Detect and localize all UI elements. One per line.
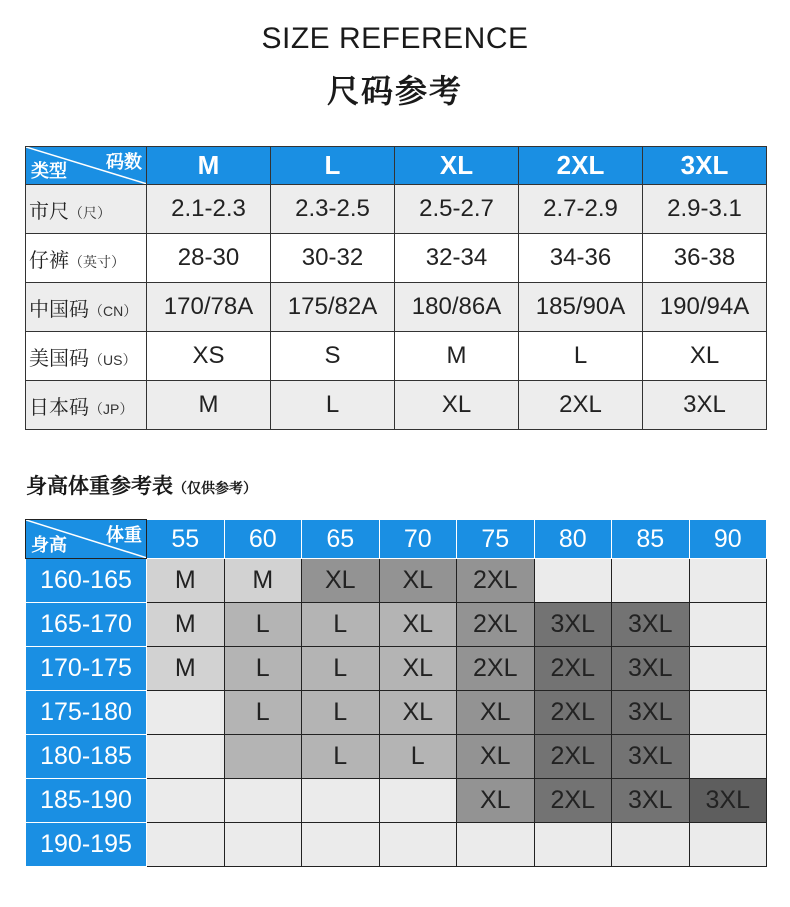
- size-recommendation-cell: 2XL: [457, 647, 535, 691]
- size-cell: 32-34: [395, 234, 519, 283]
- corner-label-size: 码数: [106, 152, 142, 172]
- hw-table-corner: [26, 520, 147, 559]
- weight-header: 70: [379, 520, 457, 559]
- size-recommendation-cell: 2XL: [457, 559, 535, 603]
- height-row: [26, 691, 767, 735]
- height-label: 160-165: [26, 559, 147, 603]
- size-row-label: 中国码（CN）: [26, 283, 147, 332]
- size-cell: 36-38: [643, 234, 767, 283]
- size-cell: S: [271, 332, 395, 381]
- height-label: 175-180: [26, 691, 147, 735]
- size-column-header: 3XL: [643, 147, 767, 185]
- size-recommendation-cell: 2XL: [534, 647, 612, 691]
- weight-header: 85: [612, 520, 690, 559]
- size-recommendation-cell: [689, 603, 767, 647]
- size-row-label: 市尺（尺）: [26, 185, 147, 234]
- size-recommendation-cell: L: [302, 735, 380, 779]
- size-recommendation-cell: XL: [457, 779, 535, 823]
- height-label: 190-195: [26, 823, 147, 867]
- size-recommendation-cell: [224, 779, 302, 823]
- size-cell: 175/82A: [271, 283, 395, 332]
- size-cell: 30-32: [271, 234, 395, 283]
- size-row: [26, 234, 767, 283]
- size-recommendation-cell: L: [302, 647, 380, 691]
- height-weight-note: （仅供参考）: [173, 480, 257, 496]
- size-recommendation-cell: M: [224, 559, 302, 603]
- size-recommendation-cell: [224, 735, 302, 779]
- size-header-row: [26, 147, 767, 185]
- size-recommendation-cell: 3XL: [612, 735, 690, 779]
- size-cell: 2XL: [519, 381, 643, 430]
- height-label: 170-175: [26, 647, 147, 691]
- size-cell: 2.7-2.9: [519, 185, 643, 234]
- size-recommendation-cell: L: [379, 735, 457, 779]
- size-recommendation-cell: 2XL: [534, 691, 612, 735]
- size-cell: L: [519, 332, 643, 381]
- size-recommendation-cell: L: [302, 603, 380, 647]
- size-column-header: M: [147, 147, 271, 185]
- size-recommendation-cell: [689, 691, 767, 735]
- size-recommendation-cell: M: [147, 603, 225, 647]
- weight-header: 90: [689, 520, 767, 559]
- size-recommendation-cell: 3XL: [612, 603, 690, 647]
- height-label: 185-190: [26, 779, 147, 823]
- height-row: [26, 823, 767, 867]
- size-row-label: 日本码（JP）: [26, 381, 147, 430]
- corner-label-weight: 体重: [106, 525, 142, 545]
- size-cell: M: [147, 381, 271, 430]
- size-cell: 28-30: [147, 234, 271, 283]
- size-column-header: XL: [395, 147, 519, 185]
- weight-header: 75: [457, 520, 535, 559]
- size-recommendation-cell: [534, 559, 612, 603]
- size-row: [26, 283, 767, 332]
- size-recommendation-cell: XL: [379, 691, 457, 735]
- size-recommendation-cell: L: [302, 691, 380, 735]
- weight-header-row: [26, 520, 767, 559]
- size-recommendation-cell: [534, 823, 612, 867]
- size-cell: 185/90A: [519, 283, 643, 332]
- height-row: [26, 559, 767, 603]
- weight-header: 55: [147, 520, 225, 559]
- size-recommendation-cell: [302, 779, 380, 823]
- size-recommendation-cell: 2XL: [534, 735, 612, 779]
- size-recommendation-cell: [457, 823, 535, 867]
- size-recommendation-cell: XL: [302, 559, 380, 603]
- size-recommendation-cell: XL: [379, 647, 457, 691]
- size-cell: L: [271, 381, 395, 430]
- size-recommendation-cell: [689, 823, 767, 867]
- size-recommendation-cell: M: [147, 647, 225, 691]
- size-recommendation-cell: L: [224, 691, 302, 735]
- size-recommendation-cell: XL: [379, 603, 457, 647]
- size-cell: M: [395, 332, 519, 381]
- size-recommendation-cell: 3XL: [689, 779, 767, 823]
- size-cell: XL: [643, 332, 767, 381]
- size-recommendation-cell: [302, 823, 380, 867]
- size-cell: 170/78A: [147, 283, 271, 332]
- size-recommendation-cell: [689, 735, 767, 779]
- size-recommendation-cell: [689, 647, 767, 691]
- size-row-label: 美国码（US）: [26, 332, 147, 381]
- height-row: [26, 735, 767, 779]
- weight-header: 80: [534, 520, 612, 559]
- height-label: 180-185: [26, 735, 147, 779]
- height-row: [26, 603, 767, 647]
- size-recommendation-cell: [147, 779, 225, 823]
- height-row: [26, 779, 767, 823]
- size-conversion-table: [25, 146, 767, 430]
- size-recommendation-cell: [689, 559, 767, 603]
- size-recommendation-cell: XL: [379, 559, 457, 603]
- size-column-header: L: [271, 147, 395, 185]
- size-cell: 2.5-2.7: [395, 185, 519, 234]
- height-weight-title: 身高体重参考表（仅供参考）: [26, 475, 257, 498]
- size-recommendation-cell: 3XL: [534, 603, 612, 647]
- size-cell: XL: [395, 381, 519, 430]
- size-cell: 2.1-2.3: [147, 185, 271, 234]
- size-row: [26, 332, 767, 381]
- size-table-corner: [26, 147, 147, 185]
- size-recommendation-cell: [147, 823, 225, 867]
- size-recommendation-cell: L: [224, 603, 302, 647]
- size-recommendation-cell: [147, 735, 225, 779]
- size-recommendation-cell: [379, 779, 457, 823]
- size-recommendation-cell: L: [224, 647, 302, 691]
- size-cell: 180/86A: [395, 283, 519, 332]
- corner-label-type: 类型: [31, 161, 67, 181]
- size-cell: 190/94A: [643, 283, 767, 332]
- size-column-header: 2XL: [519, 147, 643, 185]
- title-english: SIZE REFERENCE: [261, 22, 529, 55]
- size-recommendation-cell: 3XL: [612, 691, 690, 735]
- weight-header: 65: [302, 520, 380, 559]
- height-weight-table: [25, 519, 767, 867]
- size-recommendation-cell: 2XL: [457, 603, 535, 647]
- size-recommendation-cell: M: [147, 559, 225, 603]
- size-recommendation-cell: [224, 823, 302, 867]
- size-cell: 2.9-3.1: [643, 185, 767, 234]
- size-recommendation-cell: [147, 691, 225, 735]
- height-row: [26, 647, 767, 691]
- corner-label-height: 身高: [31, 535, 67, 555]
- height-label: 165-170: [26, 603, 147, 647]
- size-recommendation-cell: 3XL: [612, 647, 690, 691]
- size-cell: XS: [147, 332, 271, 381]
- height-weight-body: [26, 559, 767, 867]
- size-recommendation-cell: [612, 559, 690, 603]
- weight-header: 60: [224, 520, 302, 559]
- size-cell: 2.3-2.5: [271, 185, 395, 234]
- size-recommendation-cell: 3XL: [612, 779, 690, 823]
- size-recommendation-cell: [379, 823, 457, 867]
- size-cell: 34-36: [519, 234, 643, 283]
- title-chinese: 尺码参考: [326, 73, 463, 109]
- size-recommendation-cell: XL: [457, 735, 535, 779]
- size-recommendation-cell: [612, 823, 690, 867]
- size-row: [26, 381, 767, 430]
- size-row-label: 仔裤（英寸）: [26, 234, 147, 283]
- size-recommendation-cell: XL: [457, 691, 535, 735]
- size-recommendation-cell: 2XL: [534, 779, 612, 823]
- size-row: [26, 185, 767, 234]
- size-cell: 3XL: [643, 381, 767, 430]
